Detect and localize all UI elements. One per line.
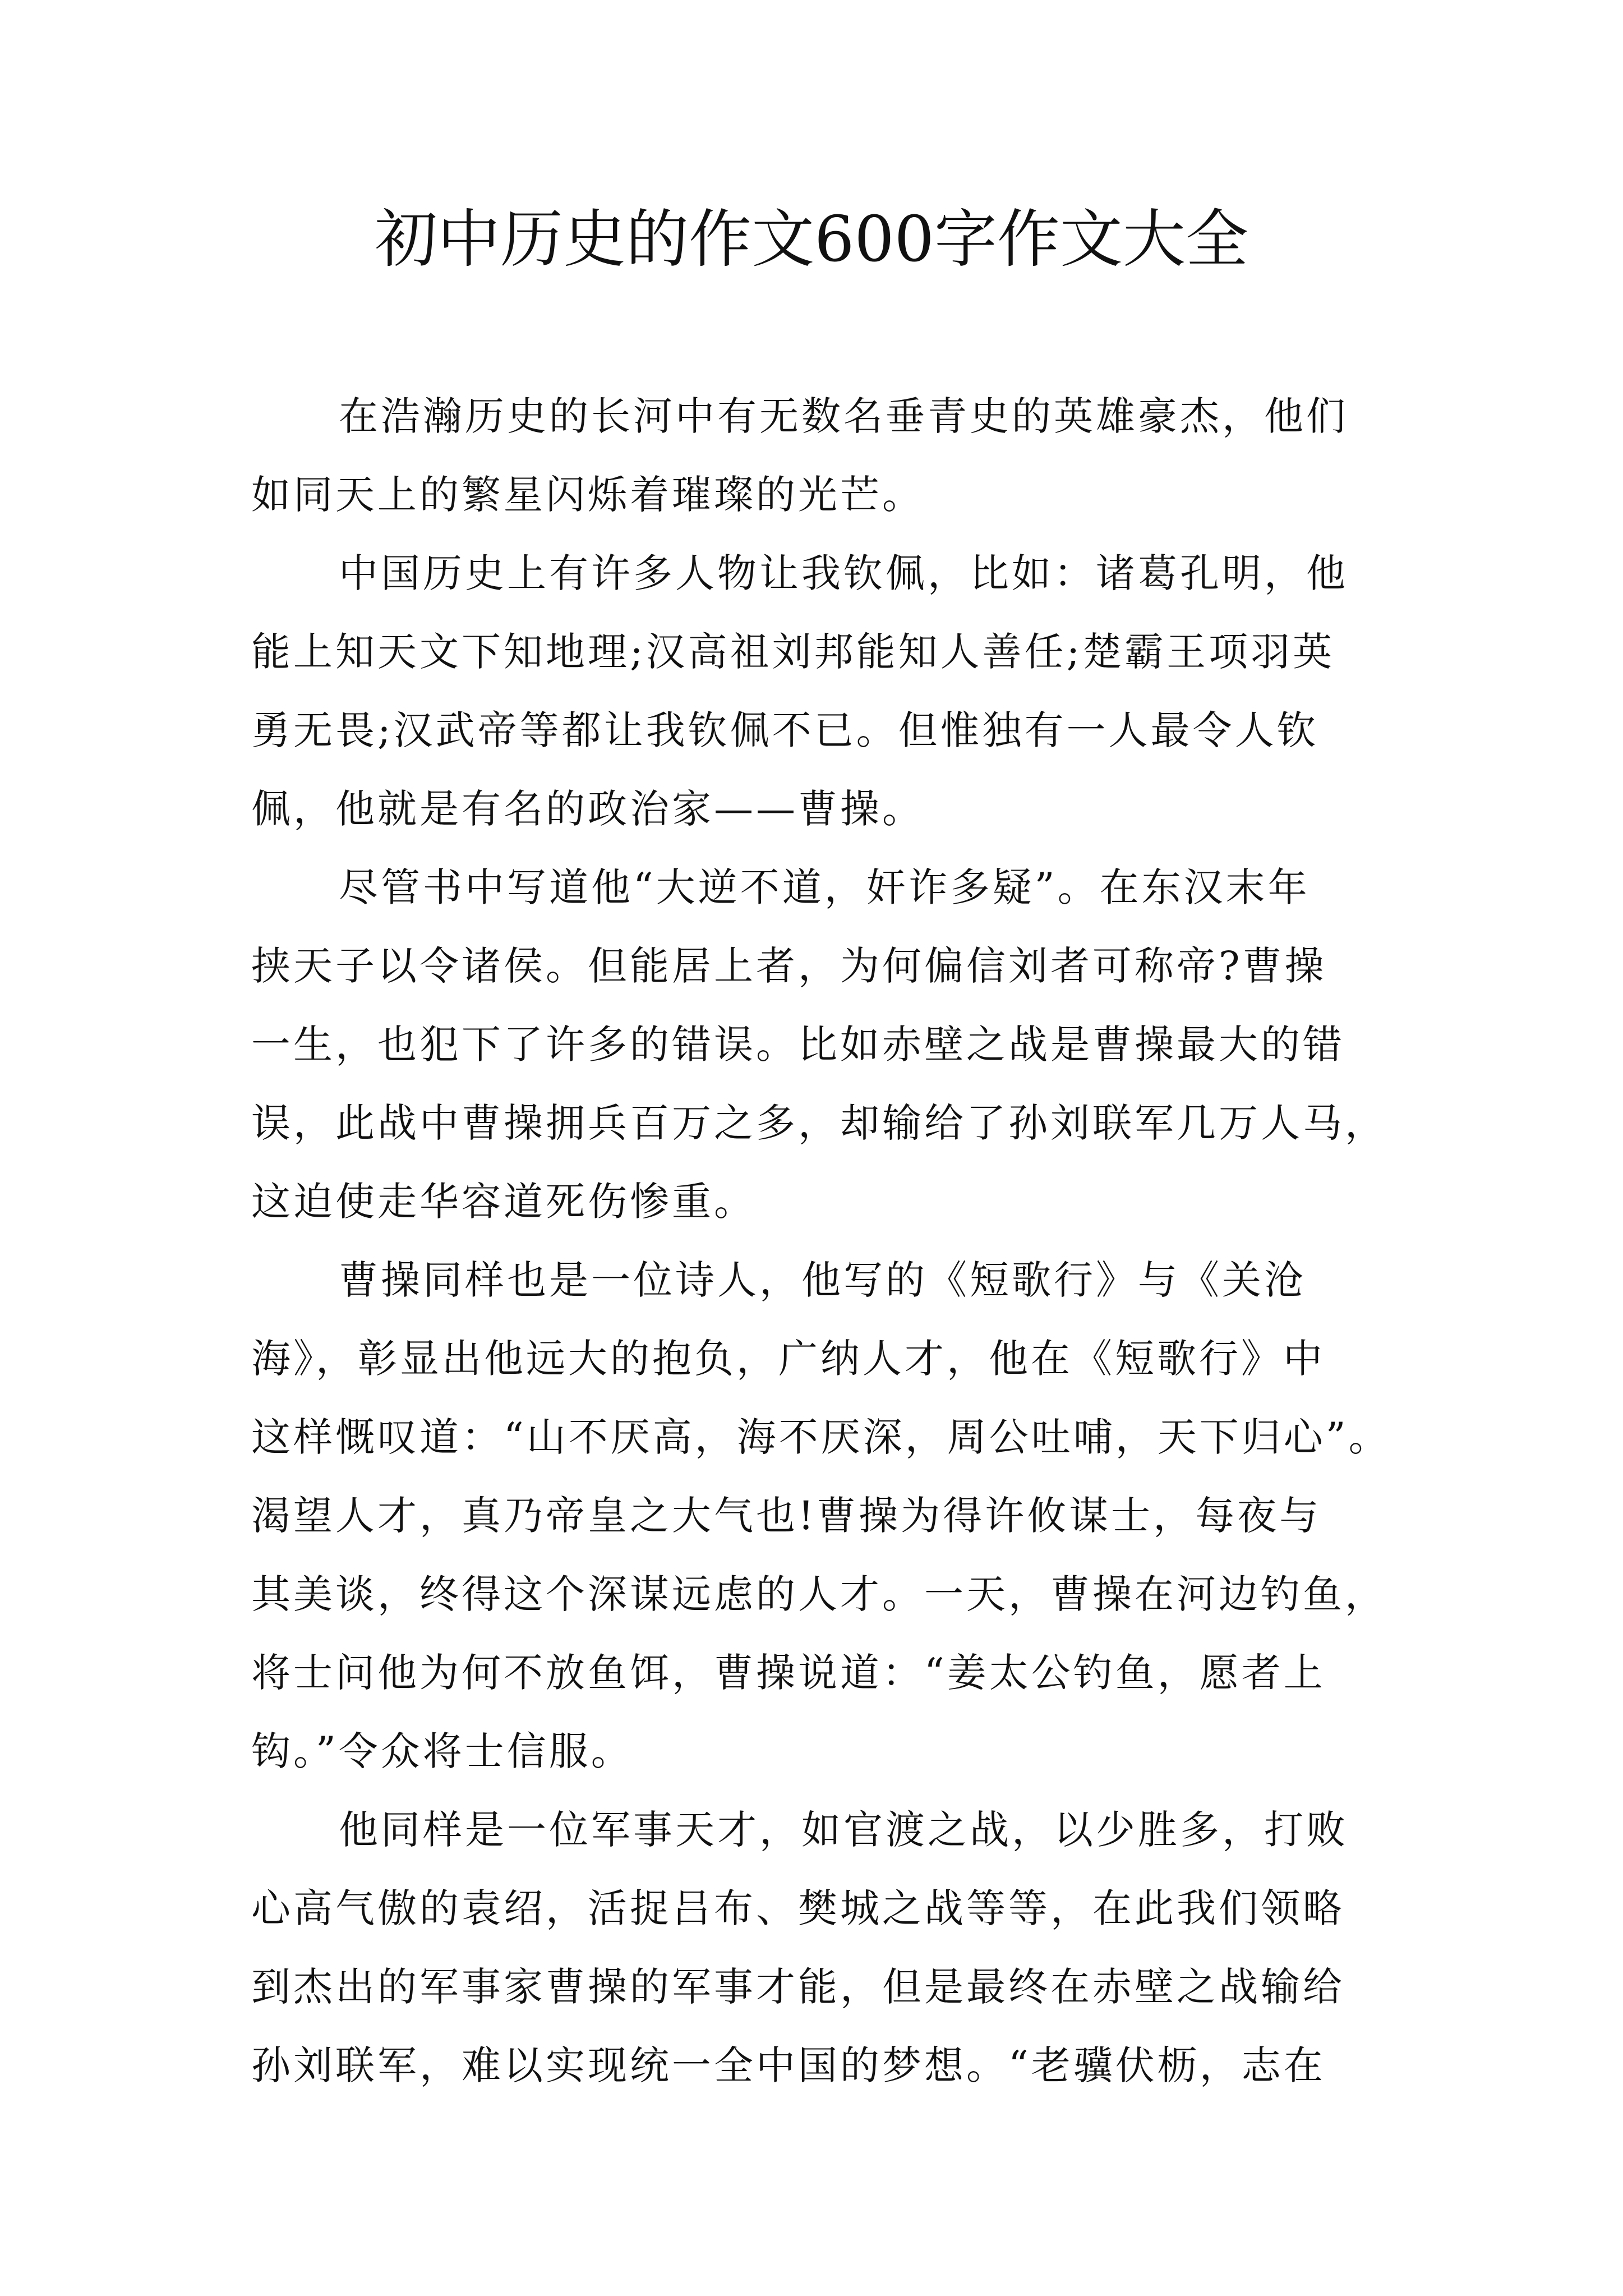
paragraph-2-line-1: 中国历史上有许多人物让我钦佩，比如：诸葛孔明，他 [339,550,1348,596]
paragraph-4-line-7: 钩。”令众将士信服。 [251,1728,633,1774]
paragraph-4-line-1: 曹操同样也是一位诗人，他写的《短歌行》与《关沧 [339,1257,1306,1303]
essay-body [251,377,1395,2105]
paragraph-1-line-2: 如同天上的繁星闪烁着璀璨的光芒。 [251,472,924,518]
paragraph-4-line-5: 其美谈，终得这个深谋远虑的人才。一天，曹操在河边钓鱼， [251,1571,1387,1617]
paragraph-2-line-3: 勇无畏;汉武帝等都让我钦佩不已。但惟独有一人最令人钦 [251,707,1319,753]
paragraph-1-line-1: 在浩瀚历史的长河中有无数名垂青史的英雄豪杰，他们 [339,393,1348,439]
paragraph-3-line-4: 误，此战中曹操拥兵百万之多，却输给了孙刘联军几万人马， [251,1100,1387,1146]
paragraph-3-line-1: 尽管书中写道他“大逆不道，奸诈多疑”。在东汉末年 [339,864,1310,910]
paragraph-3-line-2: 挟天子以令诸侯。但能居上者，为何偏信刘者可称帝?曹操 [251,943,1327,989]
paragraph-4-line-2: 海》，彰显出他远大的抱负，广纳人才，他在《短歌行》中 [251,1336,1325,1382]
paragraph-5-line-3: 到杰出的军事家曹操的军事才能，但是最终在赤壁之战输给 [251,1964,1345,2010]
paragraph-3-line-5: 这迫使走华容道死伤惨重。 [251,1179,756,1225]
paragraph-5-line-4: 孙刘联军，难以实现统一全中国的梦想。“老骥伏枥，志在 [251,2042,1326,2088]
paragraph-4-line-6: 将士问他为何不放鱼饵，曹操说道：“姜太公钓鱼，愿者上 [251,1650,1326,1696]
document-title: 初中历史的作文600字作文大全 [375,203,1248,276]
paragraph-5-line-2: 心高气傲的袁绍，活捉吕布、樊城之战等等，在此我们领略 [251,1885,1345,1931]
paragraph-2-line-2: 能上知天文下知地理;汉高祖刘邦能知人善任;楚霸王项羽英 [251,629,1335,675]
paragraph-4-line-4: 渴望人才，真乃帝皇之大气也!曹操为得许攸谋士，每夜与 [251,1493,1322,1539]
paragraph-5-line-1: 他同样是一位军事天才，如官渡之战，以少胜多，打败 [339,1807,1348,1853]
paragraph-4-line-3: 这样慨叹道：“山不厌高，海不厌深，周公吐哺，天下归心”。 [251,1414,1391,1460]
paragraph-2-line-4: 佩，他就是有名的政治家——曹操。 [251,786,924,832]
paragraph-3-line-3: 一生，也犯下了许多的错误。比如赤壁之战是曹操最大的错 [251,1022,1345,1068]
